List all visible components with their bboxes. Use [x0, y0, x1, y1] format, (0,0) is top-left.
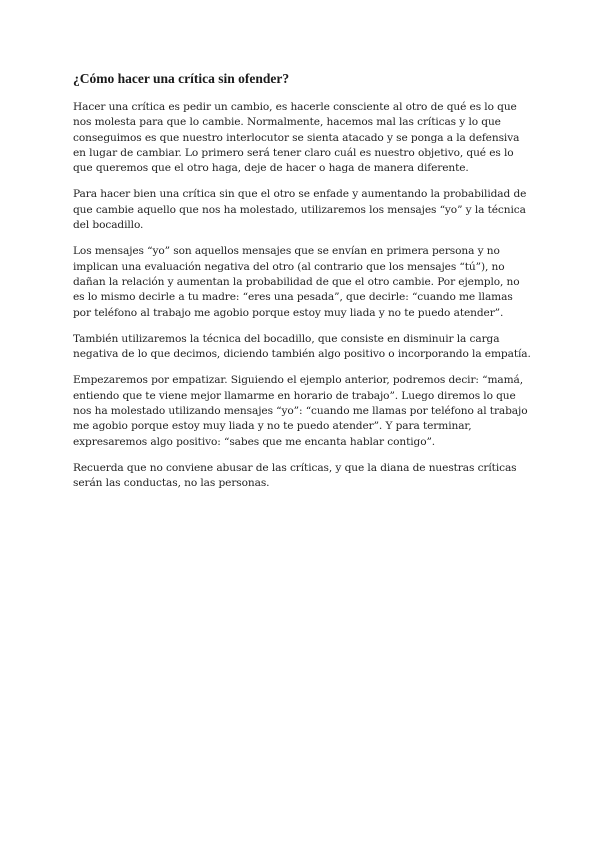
paragraph-method: Para hacer bien una crítica sin que el otro se enfade y aumentando la probabilidad de que cambie aquello que nos ha molestado, utilizaremos los mensajes “yo” y la técnica del bocadillo. [73, 188, 527, 232]
paragraph-intro: Hacer una crítica es pedir un cambio, es hacerle consciente al otro de qué es lo que nos molesta para que lo cambie. Normalmente, hacemos mal las críticas y lo que conseguimos es que nuestro interlocutor se sienta atacado y se ponga a la defensiva en lugar de cambiar. Lo primero será tener claro cuál es nuestro objetivo, qué es lo que queremos que el otro haga, deje de hacer o haga de manera diferente. [73, 101, 520, 175]
paragraph-example: Empezaremos por empatizar. Siguiendo el ejemplo anterior, podremos decir: “mamá, entiendo que te viene mejor llamarme en horario de trabajo”. Luego diremos lo que nos ha molestado utilizando mensajes “yo”: “cuando me llamas por teléfono al trabajo me agobio porque estoy muy liada y no te puedo atender”. Y para terminar, expresaremos algo positivo: “sabes que me encanta hablar contigo”. [73, 374, 528, 448]
paragraph-conclusion: Recuerda que no conviene abusar de las críticas, y que la diana de nuestras críticas serán las conductas, no las personas. [73, 461, 517, 490]
document-body [73, 70, 533, 503]
document-title: ¿Cómo hacer una crítica sin ofender? [73, 71, 290, 86]
paragraph-yo-messages: Los mensajes “yo” son aquellos mensajes que se envían en primera persona y no implican una evaluación negativa del otro (al contrario que los mensajes “tú”), no dañan la relación y aumentan la probabilidad de que el otro cambie. Por ejemplo, no es lo mismo decirle a tu madre: “eres una pesada”, que decirle: “cuando me llamas por teléfono al trabajo me agobio porque estoy muy liada y no te puedo atender”. [73, 245, 520, 319]
paragraph-sandwich-technique: También utilizaremos la técnica del bocadillo, que consiste en disminuir la carga negativa de lo que decimos, diciendo también algo positivo o incorporando la empatía. [73, 332, 531, 361]
